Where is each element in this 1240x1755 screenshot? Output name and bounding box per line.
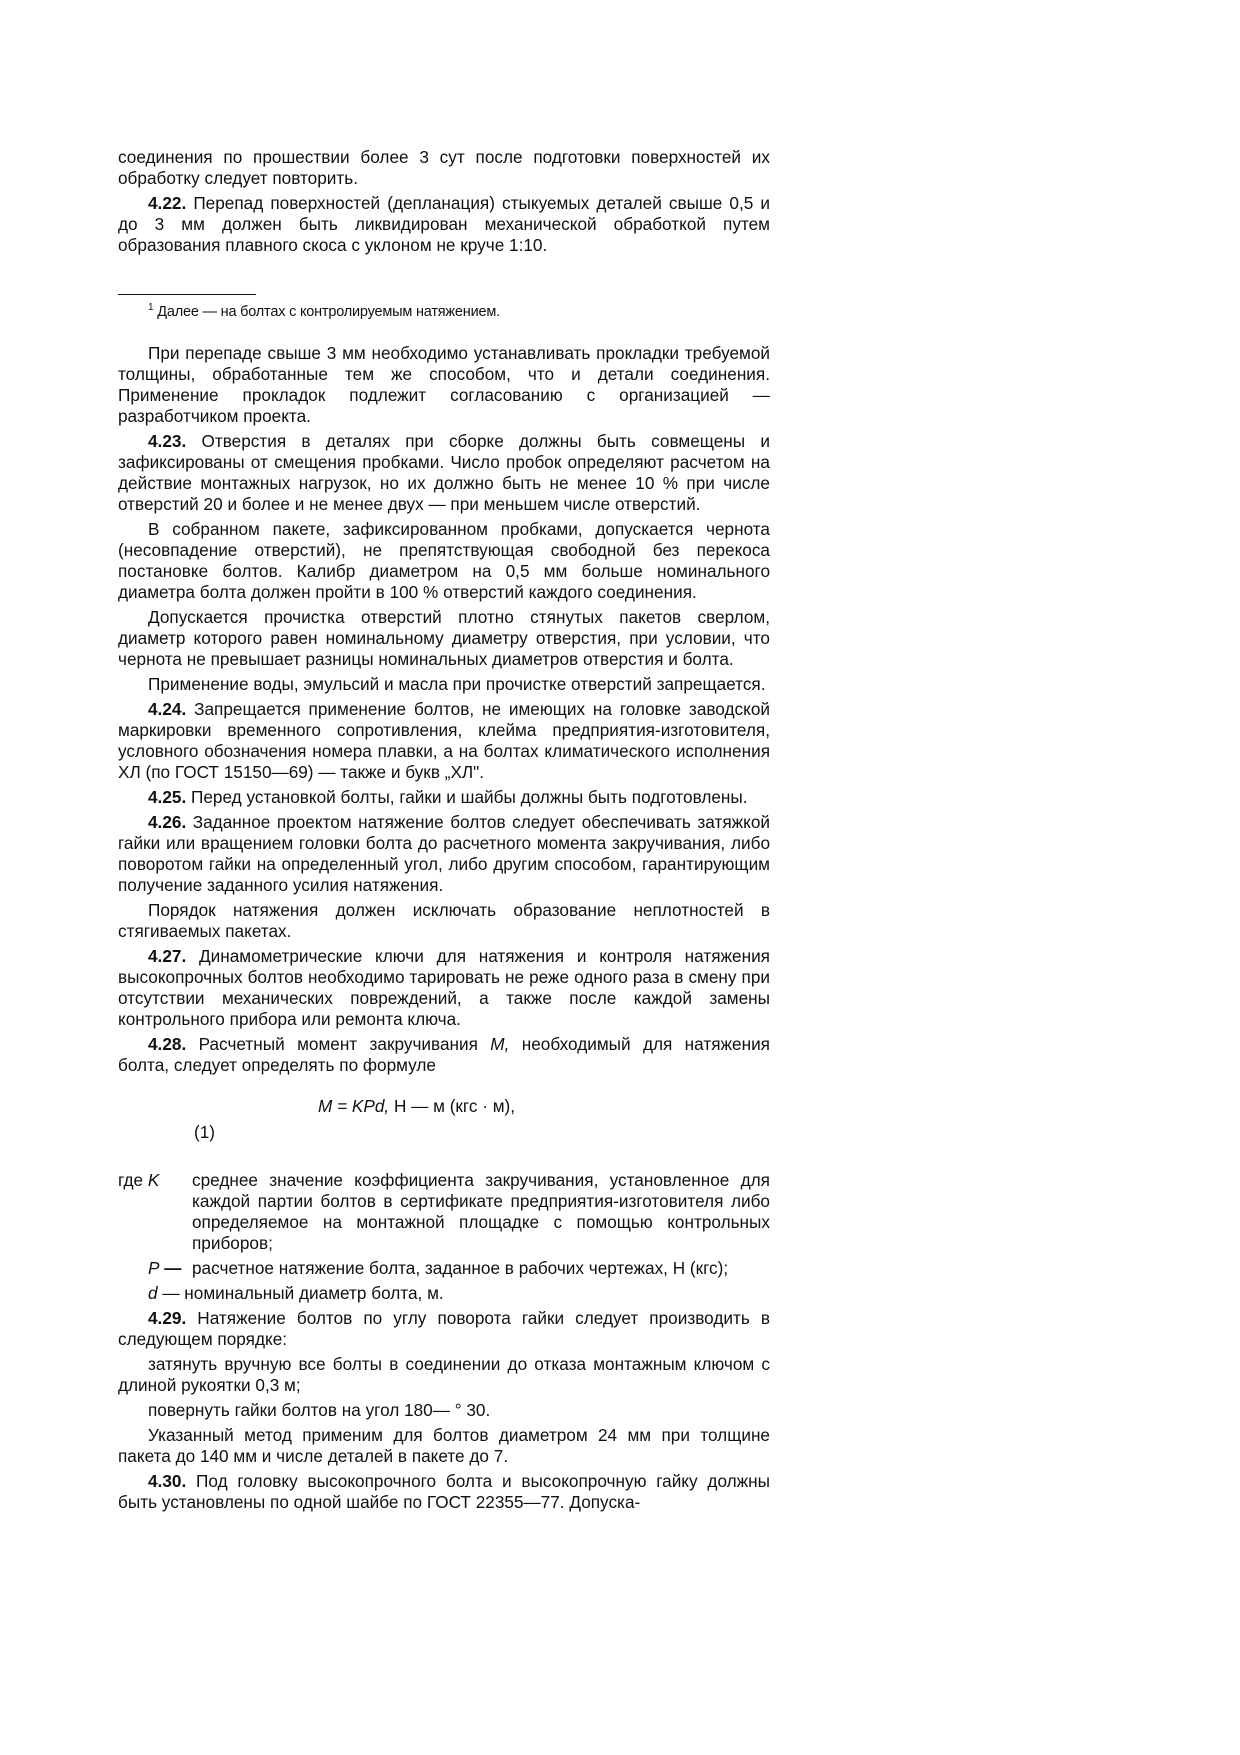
definition-k [118,1170,770,1254]
clause-text: Натяжение болтов по углу поворота гайки следует производить в следующем порядке: [118,1307,770,1349]
formula-number: (1) [194,1121,216,1142]
clause-4-27 [118,946,770,1030]
paragraph-order: Порядок натяжения должен исключать образование неплотностей в стягиваемых пакетах. [118,899,770,941]
clause-4-23 [118,431,770,515]
footnote-rule [118,294,256,295]
clause-number: 4.22. [148,193,187,213]
formula [118,1096,770,1118]
paragraph-assembled: В собранном пакете, зафиксированном пробками, допускается чернота (несовпадение отверстий), не препятствующая свободной без перекоса постановке болтов. Калибр диаметром на 0,5 мм больше номинального диаметра болта должен пройти в 100 % отверстий каждого соединения. [118,518,770,602]
variable-k: K [147,1169,160,1190]
clause-4-22 [118,193,770,256]
clause-number: 4.27. [148,945,187,966]
definition-lead: Р — [148,1257,182,1278]
clause-text: Перед установкой болты, гайки и шайбы должны быть подготовлены. [186,786,748,807]
clause-4-28: 4.28. Расчетный момент закручивания М, необходимый для натяжения болта, следует определять по формуле [118,1033,770,1075]
formula-units: Н — м (кгс · м), [389,1095,516,1116]
clause-text: Перепад поверхностей (депланация) стыкуемых деталей свыше 0,5 и до 3 мм должен быть ликвидирован механической обработкой путем образования плавного скоса с уклоном не круче 1:10. [118,193,770,255]
clause-text: Динамометрические ключи для натяжения и контроля натяжения высокопрочных болтов необходимо тарировать не реже одного раза в смену при отсутствии механических повреждений, а также после каждой замены контрольного прибора или ремонта ключа. [118,945,770,1029]
clause-text: Заданное проектом натяжение болтов следует обеспечивать затяжкой гайки или вращением головки болта до расчетного момента закручивания, либо поворотом гайки на определенный угол, либо другим способом, гарантирующим получение заданного усилия натяжения. [118,811,770,895]
paragraph-gasket: При перепаде свыше 3 мм необходимо устанавливать прокладки требуемой толщины, обработанные тем же способом, что и детали соединения. Применение прокладок подлежит согласованию с организацией — разработчиком проекта. [118,342,770,426]
clause-number: 4.28. [148,1033,187,1054]
variable-d: d [148,1282,158,1303]
clause-number: 4.24. [148,698,187,719]
paragraph-reaming: Допускается прочистка отверстий плотно стянутых пакетов сверлом, диаметр которого равен номинальному диаметру отверстия, при условии, что чернота не превышает разницы номинальных диаметров отверстия и болта. [118,606,770,669]
clause-4-25 [118,787,770,808]
document-page [118,147,770,1513]
clause-4-24 [118,699,770,783]
footnote-mark: 1 [148,302,154,313]
definition-text: среднее значение коэффициента закручивания, установленное для каждой партии болтов в сертификате предприятия-изготовителя либо определяемое на монтажной площадке с помощью контрольных приборов; [192,1169,770,1253]
clause-number: 4.26. [148,811,187,832]
clause-4-26 [118,812,770,896]
definition-d: d — номинальный диаметр болта, м. [148,1282,444,1303]
clause-number: 4.29. [148,1307,187,1328]
definition-lead: где K [118,1169,160,1190]
clause-text: Отверстия в деталях при сборке должны быть совмещены и зафиксированы от смещения пробками. Число пробок определяют расчетом на действие монтажных нагрузок, но их должно быть не менее 10 % при числе отверстий 20 и более и не менее двух — при меньшем числе отверстий. [118,430,770,514]
clause-4-29 [118,1308,770,1350]
clause-number: 4.23. [148,430,187,451]
clause-number: 4.25. [148,786,187,807]
variable-p: Р [148,1257,160,1278]
paragraph-continuation: соединения по прошествии более 3 сут после подготовки поверхностей их обработку следует повторить. [118,147,770,188]
paragraph-rotate: повернуть гайки болтов на угол 180— ° 30. [148,1399,491,1420]
paragraph-method: Указанный метод применим для болтов диаметром 24 мм при толщине пакета до 140 мм и числе деталей в пакете до 7. [118,1424,770,1466]
footnote [118,294,770,321]
paragraph-water: Применение воды, эмульсий и масла при прочистке отверстий запрещается. [148,673,766,694]
clause-text: Запрещается применение болтов, не имеющих на головке заводской маркировки временного сопротивления, клейма предприятия-изготовителя, условного обозначения номера плавки, а на болтах климатического исполнения ХЛ (по ГОСТ 15150—69) — также и букв „ХЛ". [118,698,770,782]
definition-text: расчетное натяжение болта, заданное в рабочих чертежах, Н (кгс); [192,1257,729,1278]
formula-expression: M = KPd, [318,1095,390,1116]
paragraph-tighten: затянуть вручную все болты в соединении до отказа монтажным ключом с длиной рукоятки 0,3 м; [118,1353,770,1395]
footnote-text: $^1$ Далее — на болтах с контролируемым натяжением. [148,302,500,320]
clause-number: 4.30. [148,1470,187,1491]
definition-p [118,1258,770,1279]
variable-m: М, [490,1033,510,1054]
clause-text: Под головку высокопрочного болта и высокопрочную гайку должны быть установлены по одной шайбе по ГОСТ 22355—77. Допуска- [118,1470,770,1512]
clause-4-30 [118,1471,770,1513]
